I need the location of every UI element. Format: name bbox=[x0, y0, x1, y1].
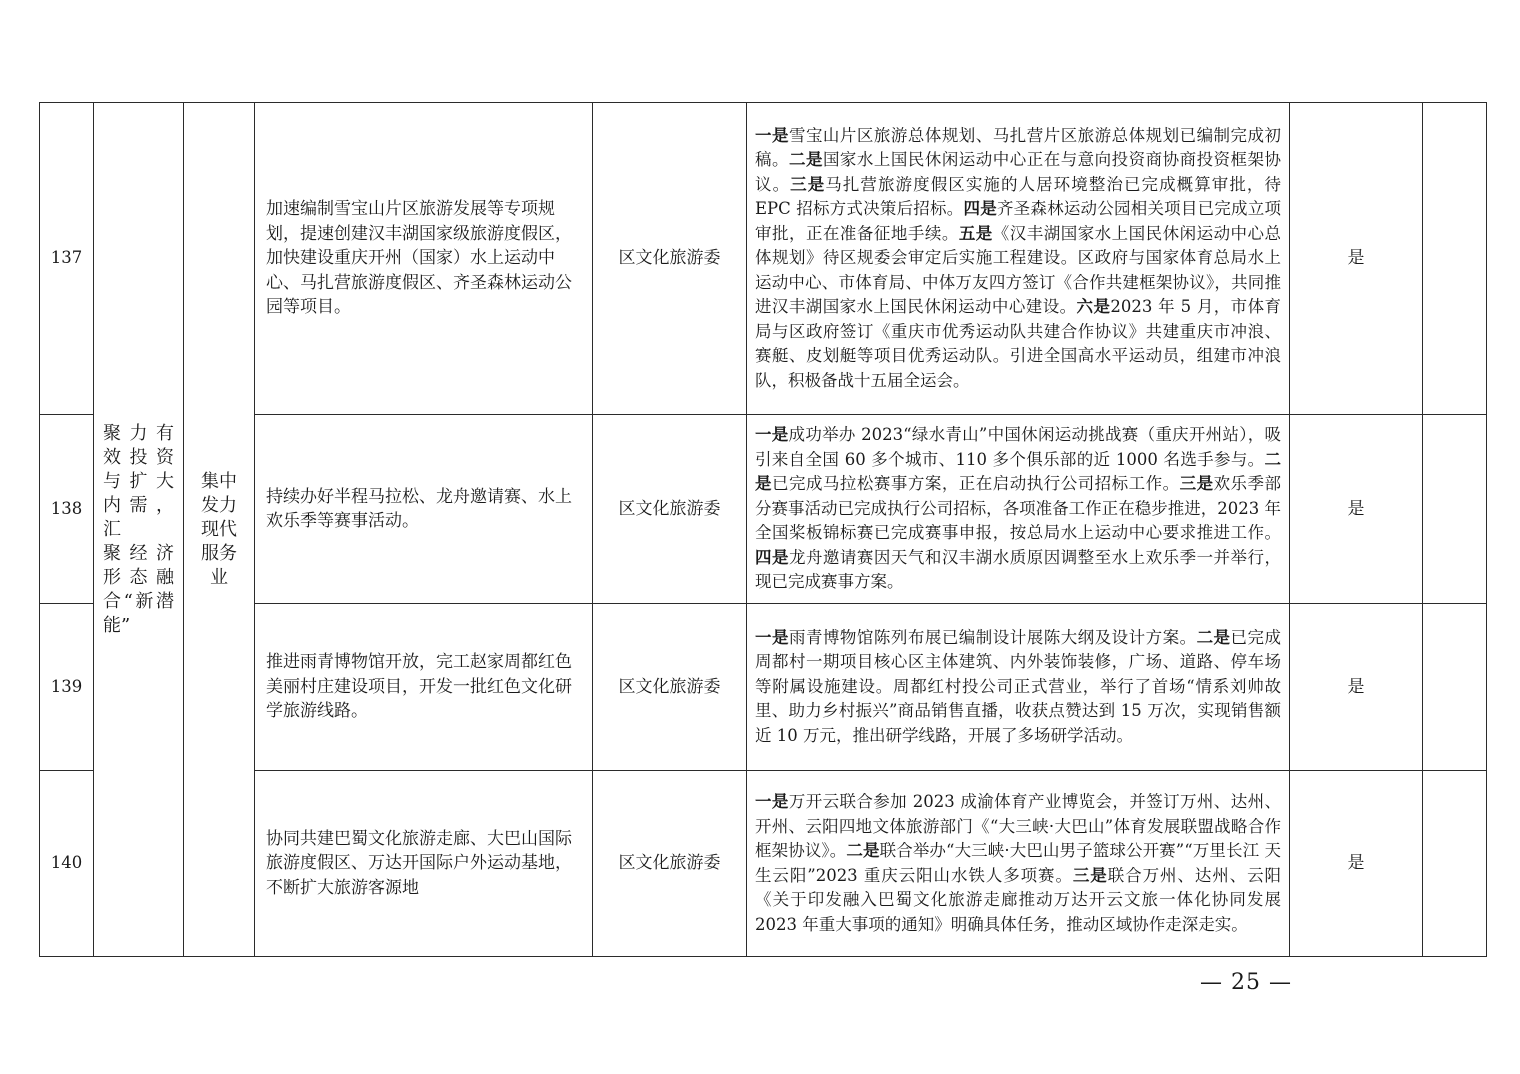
table-row bbox=[40, 415, 1487, 604]
table-row bbox=[40, 103, 1487, 415]
task-description: 持续办好半程马拉松、龙舟邀请赛、水上欢乐季等赛事活动。 bbox=[255, 415, 593, 604]
responsible-unit: 区文化旅游委 bbox=[593, 103, 747, 415]
remarks-cell bbox=[1423, 415, 1487, 604]
progress-segment: 马扎营旅游度假区实施的人居环境整治已完成概算审批，待 EPC 招标方式决策后招标。 bbox=[755, 174, 1282, 219]
progress-segment: 已完成周都村一期项目核心区主体建筑、内外装饰装修，广场、道路、停车场等附属设施建设。周都红村投公司正式营业，举行了首场“情系刘帅故里、助力乡村振兴”商品销售直播，收获点赞达到 15 万次，实现销售额近 10 万元，推出研学线路，开展了多场研学活动。 bbox=[755, 627, 1282, 745]
progress-segment: 龙舟邀请赛因天气和汉丰湖水质原因调整至水上欢乐季一并举行，现已完成赛事方案。 bbox=[755, 547, 1282, 592]
progress-text bbox=[747, 415, 1290, 604]
table-row bbox=[40, 771, 1487, 957]
row-number: 140 bbox=[40, 771, 94, 957]
task-description: 协同共建巴蜀文化旅游走廊、大巴山国际旅游度假区、万达开国际户外运动基地，不断扩大旅游客源地 bbox=[255, 771, 593, 957]
progress-ordinal: 三是 bbox=[1072, 865, 1108, 885]
progress-ordinal: 三是 bbox=[1179, 474, 1214, 494]
progress-segment: 《汉丰湖国家水上国民休闲运动中心总体规划》待区规委会审定后实施工程建设。区政府与国家体育总局水上运动中心、市体育局、中体万友四方签订《合作共建框架协议》，共同推进汉丰湖国家水上国民休闲运动中心建设。 bbox=[755, 223, 1282, 317]
completed-flag: 是 bbox=[1290, 604, 1423, 771]
progress-ordinal: 四是 bbox=[963, 199, 997, 219]
progress-ordinal: 五是 bbox=[958, 223, 993, 243]
remarks-cell bbox=[1423, 771, 1487, 957]
row-number: 138 bbox=[40, 415, 94, 604]
progress-segment: 国家水上国民休闲运动中心正在与意向投资商协商投资框架协议。 bbox=[755, 150, 1282, 194]
completed-flag: 是 bbox=[1290, 103, 1423, 415]
progress-ordinal: 一是 bbox=[755, 792, 789, 811]
progress-text bbox=[747, 771, 1290, 957]
completed-flag: 是 bbox=[1290, 415, 1423, 604]
progress-ordinal: 一是 bbox=[755, 125, 789, 145]
task-description: 加速编制雪宝山片区旅游发展等专项规划，提速创建汉丰湖国家级旅游度假区，加快建设重庆开州（国家）水上运动中心、马扎营旅游度假区、齐圣森林运动公园等项目。 bbox=[255, 103, 593, 415]
progress-segment: 联合万州、达州、云阳《关于印发融入巴蜀文化旅游走廊推动万达开云文旅一体化协同发展 2023 年重大事项的通知》明确具体任务，推动区域协作走深走实。 bbox=[755, 865, 1282, 934]
row-number: 139 bbox=[40, 604, 94, 771]
progress-segment: 2023 年 5 月，市体育局与区政府签订《重庆市优秀运动队共建合作协议》共建重庆市冲浪、赛艇、皮划艇等项目优秀运动队。引进全国高水平运动员，组建市冲浪队，积极备战十五届全运会。 bbox=[755, 297, 1282, 390]
progress-ordinal: 一是 bbox=[755, 425, 789, 445]
responsible-unit: 区文化旅游委 bbox=[593, 604, 747, 771]
progress-ordinal: 三是 bbox=[790, 174, 826, 194]
category-cell: 聚 力 有 效 投 资 与 扩 大 内需，汇 聚 经 济 形 态 融 合“新潜 能” bbox=[94, 103, 184, 957]
responsible-unit: 区文化旅游委 bbox=[593, 415, 747, 604]
progress-ordinal: 二是 bbox=[755, 449, 1281, 494]
progress-segment: 成功举办 2023“绿水青山”中国休闲运动挑战赛（重庆开州站），吸引来自全国 60 多个城市、110 多个俱乐部的近 1000 名选手参与。 bbox=[755, 425, 1282, 469]
task-progress-table bbox=[39, 102, 1487, 957]
remarks-cell bbox=[1423, 103, 1487, 415]
page-number: — 25 — bbox=[1200, 970, 1292, 995]
progress-segment: 已完成马拉松赛事方案，正在启动执行公司招标工作。 bbox=[771, 474, 1180, 494]
remarks-cell bbox=[1423, 604, 1487, 771]
table-row bbox=[40, 604, 1487, 771]
progress-ordinal: 二是 bbox=[1196, 627, 1231, 647]
subcategory-cell: 集中 发力 现代 服务 业 bbox=[184, 103, 255, 957]
progress-ordinal: 二是 bbox=[846, 841, 880, 860]
responsible-unit: 区文化旅游委 bbox=[593, 771, 747, 957]
progress-segment: 万开云联合参加 2023 成渝体育产业博览会，并签订万州、达州、开州、云阳四地文体旅游部门《“大三峡·大巴山”体育发展联盟战略合作框架协议》。 bbox=[755, 792, 1281, 860]
progress-ordinal: 二是 bbox=[788, 150, 823, 170]
progress-segment: 齐圣森林运动公园相关项目已完成立项审批，正在准备征地手续。 bbox=[755, 199, 1282, 243]
progress-segment: 雨青博物馆陈列布展已编制设计展陈大纲及设计方案。 bbox=[788, 627, 1197, 647]
task-description: 推进雨青博物馆开放，完工赵家周都红色美丽村庄建设项目，开发一批红色文化研学旅游线路。 bbox=[255, 604, 593, 771]
progress-ordinal: 一是 bbox=[755, 627, 789, 647]
progress-segment: 雪宝山片区旅游总体规划、马扎营片区旅游总体规划已编制完成初稿。 bbox=[755, 125, 1282, 170]
row-number: 137 bbox=[40, 103, 94, 415]
progress-segment: 联合举办“大三峡·大巴山男子篮球公开赛”“万里长江 天生云阳”2023 重庆云阳山水铁人多项赛。 bbox=[755, 841, 1282, 885]
progress-text bbox=[747, 103, 1290, 415]
progress-segment: 欢乐季部分赛事活动已完成执行公司招标，各项准备工作正在稳步推进，2023 年全国桨板锦标赛已完成赛事申报，按总局水上运动中心要求推进工作。 bbox=[755, 474, 1282, 543]
completed-flag: 是 bbox=[1290, 771, 1423, 957]
progress-text bbox=[747, 604, 1290, 771]
progress-ordinal: 四是 bbox=[755, 547, 789, 567]
progress-ordinal: 六是 bbox=[1076, 297, 1111, 317]
